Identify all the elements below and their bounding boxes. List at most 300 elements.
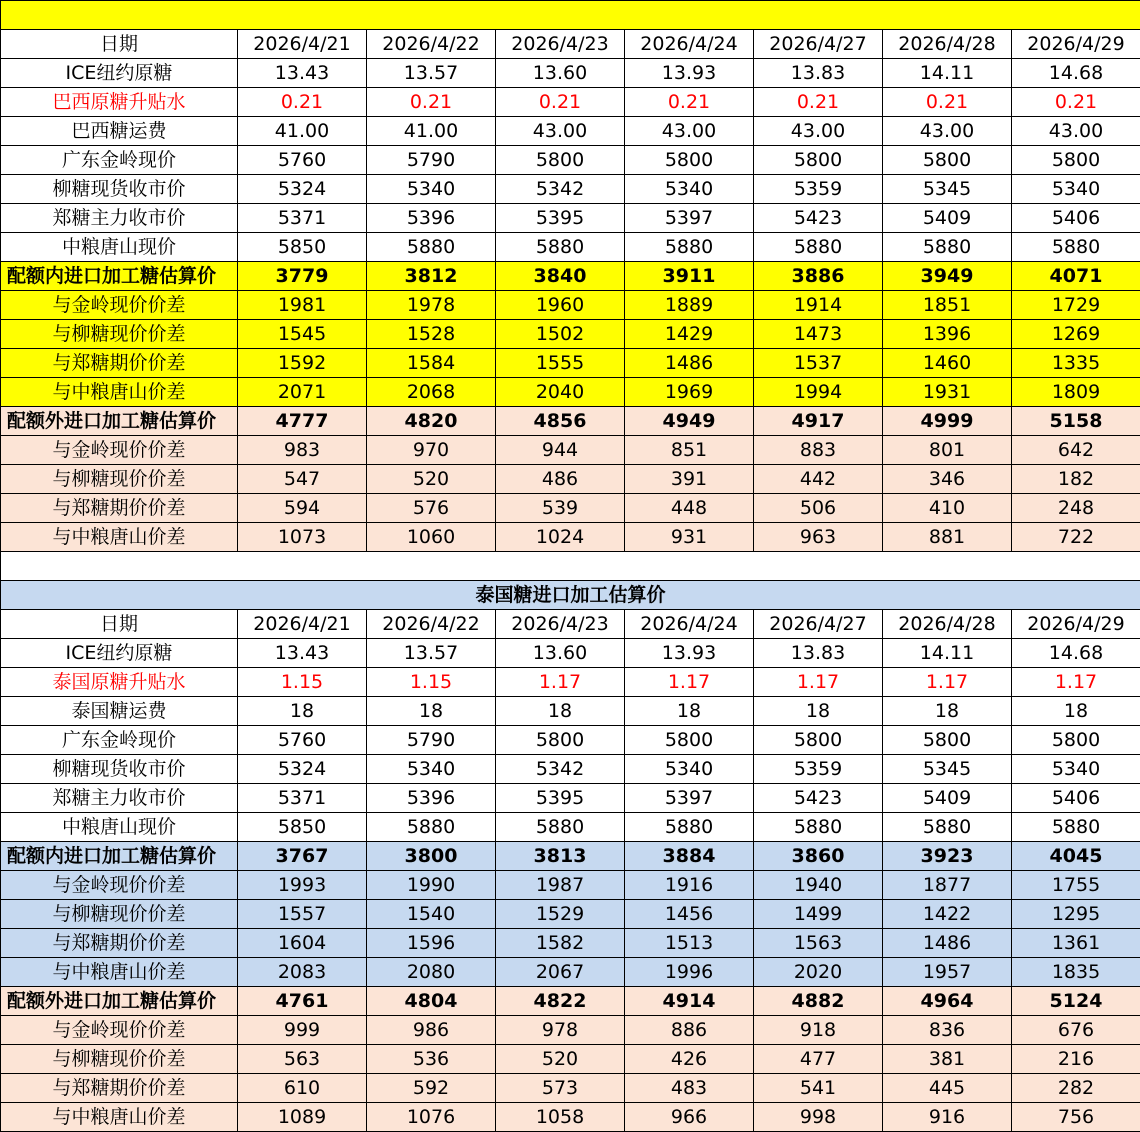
value-cell[interactable]: 5406 [1012,204,1140,233]
value-cell[interactable]: 2040 [496,378,625,407]
value-cell[interactable]: 1978 [367,291,496,320]
value-cell[interactable]: 13.43 [238,639,367,668]
value-cell[interactable]: 1957 [883,958,1012,987]
value-cell[interactable]: 1089 [238,1103,367,1132]
value-cell[interactable]: 5800 [625,726,754,755]
row-label[interactable]: 与中粮唐山价差 [1,378,238,407]
value-cell[interactable]: 506 [754,494,883,523]
value-cell[interactable]: 1060 [367,523,496,552]
value-cell[interactable]: 5800 [1012,726,1140,755]
value-cell[interactable]: 756 [1012,1103,1140,1132]
value-cell[interactable]: 13.43 [238,59,367,88]
value-cell[interactable]: 43.00 [754,117,883,146]
value-cell[interactable]: 5340 [625,175,754,204]
date-cell[interactable]: 2026/4/23 [496,30,625,59]
value-cell[interactable]: 3812 [367,262,496,291]
value-cell[interactable]: 2080 [367,958,496,987]
value-cell[interactable]: 2071 [238,378,367,407]
value-cell[interactable]: 0.21 [754,88,883,117]
row-label[interactable]: 郑糖主力收市价 [1,784,238,813]
row-label[interactable]: 与郑糖期价价差 [1,494,238,523]
row-label[interactable]: 与金岭现价价差 [1,871,238,900]
value-cell[interactable]: 999 [238,1016,367,1045]
value-cell[interactable]: 5880 [883,813,1012,842]
value-cell[interactable]: 18 [238,697,367,726]
row-label[interactable]: 与中粮唐山价差 [1,523,238,552]
row-label[interactable]: 郑糖主力收市价 [1,204,238,233]
date-cell[interactable]: 2026/4/24 [625,30,754,59]
row-label[interactable]: 与柳糖现价价差 [1,320,238,349]
value-cell[interactable]: 594 [238,494,367,523]
value-cell[interactable]: 5880 [625,233,754,262]
value-cell[interactable]: 916 [883,1103,1012,1132]
value-cell[interactable]: 5880 [367,813,496,842]
value-cell[interactable]: 5880 [754,233,883,262]
row-label[interactable]: 与柳糖现价价差 [1,465,238,494]
value-cell[interactable]: 1513 [625,929,754,958]
row-label[interactable]: 与郑糖期价价差 [1,1074,238,1103]
value-cell[interactable]: 4917 [754,407,883,436]
brazil-row [1,465,1140,494]
row-label[interactable]: 巴西原糖升贴水 [1,88,238,117]
value-cell[interactable]: 931 [625,523,754,552]
value-cell[interactable]: 5397 [625,784,754,813]
value-cell[interactable]: 410 [883,494,1012,523]
value-cell[interactable]: 998 [754,1103,883,1132]
date-cell[interactable]: 2026/4/21 [238,610,367,639]
value-cell[interactable]: 18 [625,697,754,726]
value-cell[interactable]: 5395 [496,784,625,813]
value-cell[interactable]: 610 [238,1074,367,1103]
value-cell[interactable]: 1295 [1012,900,1140,929]
value-cell[interactable]: 5790 [367,726,496,755]
value-cell[interactable]: 5345 [883,755,1012,784]
value-cell[interactable]: 886 [625,1016,754,1045]
value-cell[interactable]: 5406 [1012,784,1140,813]
date-cell[interactable]: 2026/4/29 [1012,30,1140,59]
date-cell[interactable]: 2026/4/24 [625,610,754,639]
value-cell[interactable]: 5760 [238,726,367,755]
value-cell[interactable]: 5850 [238,233,367,262]
thailand-section-title[interactable]: 泰国糖进口加工估算价 [1,581,1140,610]
value-cell[interactable]: 1.17 [496,668,625,697]
value-cell[interactable]: 1914 [754,291,883,320]
value-cell[interactable]: 0.21 [625,88,754,117]
value-cell[interactable]: 722 [1012,523,1140,552]
row-label[interactable]: 柳糖现货收市价 [1,175,238,204]
value-cell[interactable]: 483 [625,1074,754,1103]
row-label[interactable]: 与中粮唐山价差 [1,1103,238,1132]
value-cell[interactable]: 5423 [754,204,883,233]
value-cell[interactable]: 43.00 [1012,117,1140,146]
value-cell[interactable]: 3767 [238,842,367,871]
value-cell[interactable]: 1486 [883,929,1012,958]
value-cell[interactable]: 18 [496,697,625,726]
value-cell[interactable]: 0.21 [367,88,496,117]
value-cell[interactable]: 13.83 [754,639,883,668]
value-cell[interactable]: 5124 [1012,987,1140,1016]
value-cell[interactable]: 883 [754,436,883,465]
row-label[interactable]: 与柳糖现价价差 [1,900,238,929]
value-cell[interactable]: 4949 [625,407,754,436]
value-cell[interactable]: 5880 [1012,233,1140,262]
value-cell[interactable]: 4777 [238,407,367,436]
value-cell[interactable]: 4761 [238,987,367,1016]
value-cell[interactable]: 642 [1012,436,1140,465]
row-label[interactable]: 中粮唐山现价 [1,233,238,262]
value-cell[interactable]: 676 [1012,1016,1140,1045]
value-cell[interactable]: 5880 [625,813,754,842]
brazil-title-cell[interactable] [1,1,1140,30]
value-cell[interactable]: 14.68 [1012,639,1140,668]
value-cell[interactable]: 5880 [496,813,625,842]
value-cell[interactable]: 983 [238,436,367,465]
value-cell[interactable]: 182 [1012,465,1140,494]
value-cell[interactable]: 3779 [238,262,367,291]
value-cell[interactable]: 5359 [754,175,883,204]
value-cell[interactable]: 1.15 [238,668,367,697]
date-cell[interactable]: 2026/4/23 [496,610,625,639]
value-cell[interactable]: 1889 [625,291,754,320]
value-cell[interactable]: 1499 [754,900,883,929]
value-cell[interactable]: 1851 [883,291,1012,320]
value-cell[interactable]: 5371 [238,204,367,233]
thailand-row [1,755,1140,784]
row-label[interactable]: 广东金岭现价 [1,726,238,755]
value-cell[interactable]: 14.11 [883,59,1012,88]
row-label[interactable]: 日期 [1,30,238,59]
value-cell[interactable]: 1456 [625,900,754,929]
value-cell[interactable]: 1269 [1012,320,1140,349]
value-cell[interactable]: 1.17 [754,668,883,697]
row-label[interactable]: 柳糖现货收市价 [1,755,238,784]
row-label[interactable]: 与柳糖现价价差 [1,1045,238,1074]
thailand-date-header-row [1,610,1140,639]
value-cell[interactable]: 5342 [496,755,625,784]
value-cell[interactable]: 1076 [367,1103,496,1132]
value-cell[interactable]: 978 [496,1016,625,1045]
value-cell[interactable]: 248 [1012,494,1140,523]
value-cell[interactable]: 881 [883,523,1012,552]
value-cell[interactable]: 5409 [883,784,1012,813]
value-cell[interactable]: 576 [367,494,496,523]
value-cell[interactable]: 0.21 [883,88,1012,117]
gap-cell[interactable] [1,552,1140,581]
value-cell[interactable]: 5359 [754,755,883,784]
value-cell[interactable]: 5371 [238,784,367,813]
thailand-row [1,842,1140,871]
date-cell[interactable]: 2026/4/22 [367,30,496,59]
row-label[interactable]: 与金岭现价价差 [1,291,238,320]
value-cell[interactable]: 1960 [496,291,625,320]
date-cell[interactable]: 2026/4/29 [1012,610,1140,639]
value-cell[interactable]: 1555 [496,349,625,378]
thailand-row [1,929,1140,958]
value-cell[interactable]: 2020 [754,958,883,987]
value-cell[interactable]: 5395 [496,204,625,233]
value-cell[interactable]: 5880 [496,233,625,262]
value-cell[interactable]: 1537 [754,349,883,378]
value-cell[interactable]: 1557 [238,900,367,929]
value-cell[interactable]: 536 [367,1045,496,1074]
value-cell[interactable]: 14.68 [1012,59,1140,88]
value-cell[interactable]: 963 [754,523,883,552]
value-cell[interactable]: 3911 [625,262,754,291]
value-cell[interactable]: 539 [496,494,625,523]
value-cell[interactable]: 2067 [496,958,625,987]
value-cell[interactable]: 5800 [754,146,883,175]
value-cell[interactable]: 836 [883,1016,1012,1045]
value-cell[interactable]: 1916 [625,871,754,900]
date-cell[interactable]: 2026/4/28 [883,610,1012,639]
row-label[interactable]: 配额内进口加工糖估算价 [1,262,238,291]
value-cell[interactable]: 4822 [496,987,625,1016]
value-cell[interactable]: 1024 [496,523,625,552]
value-cell[interactable]: 541 [754,1074,883,1103]
value-cell[interactable]: 5800 [754,726,883,755]
row-label[interactable]: 配额内进口加工糖估算价 [1,842,238,871]
date-cell[interactable]: 2026/4/22 [367,610,496,639]
value-cell[interactable]: 1940 [754,871,883,900]
value-cell[interactable]: 1.17 [625,668,754,697]
value-cell[interactable]: 4914 [625,987,754,1016]
value-cell[interactable]: 1.15 [367,668,496,697]
value-cell[interactable]: 1729 [1012,291,1140,320]
value-cell[interactable]: 486 [496,465,625,494]
value-cell[interactable]: 3949 [883,262,1012,291]
value-cell[interactable]: 18 [754,697,883,726]
value-cell[interactable]: 1.17 [1012,668,1140,697]
value-cell[interactable]: 5340 [625,755,754,784]
value-cell[interactable]: 4964 [883,987,1012,1016]
value-cell[interactable]: 216 [1012,1045,1140,1074]
row-label[interactable]: 泰国原糖升贴水 [1,668,238,697]
row-label[interactable]: 中粮唐山现价 [1,813,238,842]
row-label[interactable]: 配额外进口加工糖估算价 [1,987,238,1016]
value-cell[interactable]: 43.00 [625,117,754,146]
value-cell[interactable]: 520 [496,1045,625,1074]
value-cell[interactable]: 918 [754,1016,883,1045]
value-cell[interactable]: 547 [238,465,367,494]
value-cell[interactable]: 5324 [238,755,367,784]
value-cell[interactable]: 5340 [367,175,496,204]
value-cell[interactable]: 1335 [1012,349,1140,378]
value-cell[interactable]: 1582 [496,929,625,958]
row-label[interactable]: 与中粮唐山价差 [1,958,238,987]
value-cell[interactable]: 5340 [367,755,496,784]
thailand-row [1,639,1140,668]
value-cell[interactable]: 5409 [883,204,1012,233]
date-cell[interactable]: 2026/4/27 [754,610,883,639]
value-cell[interactable]: 13.83 [754,59,883,88]
value-cell[interactable]: 1460 [883,349,1012,378]
value-cell[interactable]: 0.21 [496,88,625,117]
value-cell[interactable]: 1502 [496,320,625,349]
value-cell[interactable]: 520 [367,465,496,494]
value-cell[interactable]: 1996 [625,958,754,987]
value-cell[interactable]: 4856 [496,407,625,436]
value-cell[interactable]: 2083 [238,958,367,987]
value-cell[interactable]: 426 [625,1045,754,1074]
value-cell[interactable]: 851 [625,436,754,465]
value-cell[interactable]: 13.93 [625,59,754,88]
value-cell[interactable]: 3840 [496,262,625,291]
value-cell[interactable]: 18 [1012,697,1140,726]
value-cell[interactable]: 4820 [367,407,496,436]
value-cell[interactable]: 3884 [625,842,754,871]
value-cell[interactable]: 13.57 [367,59,496,88]
value-cell[interactable]: 1835 [1012,958,1140,987]
row-label[interactable]: ICE纽约原糖 [1,639,238,668]
row-label[interactable]: 广东金岭现价 [1,146,238,175]
value-cell[interactable]: 43.00 [496,117,625,146]
value-cell[interactable]: 0.21 [238,88,367,117]
value-cell[interactable]: 4045 [1012,842,1140,871]
value-cell[interactable]: 43.00 [883,117,1012,146]
value-cell[interactable]: 1563 [754,929,883,958]
value-cell[interactable]: 1540 [367,900,496,929]
value-cell[interactable]: 1.17 [883,668,1012,697]
value-cell[interactable]: 5800 [1012,146,1140,175]
value-cell[interactable]: 3886 [754,262,883,291]
row-label[interactable]: 泰国糖运费 [1,697,238,726]
row-label[interactable]: 配额外进口加工糖估算价 [1,407,238,436]
value-cell[interactable]: 1361 [1012,929,1140,958]
date-cell[interactable]: 2026/4/27 [754,30,883,59]
value-cell[interactable]: 1990 [367,871,496,900]
value-cell[interactable]: 986 [367,1016,496,1045]
value-cell[interactable]: 5880 [367,233,496,262]
value-cell[interactable]: 5396 [367,784,496,813]
thailand-row [1,784,1140,813]
value-cell[interactable]: 1981 [238,291,367,320]
value-cell[interactable]: 1993 [238,871,367,900]
brazil-row [1,204,1140,233]
value-cell[interactable]: 5345 [883,175,1012,204]
value-cell[interactable]: 573 [496,1074,625,1103]
value-cell[interactable]: 5790 [367,146,496,175]
value-cell[interactable]: 1931 [883,378,1012,407]
value-cell[interactable]: 14.11 [883,639,1012,668]
value-cell[interactable]: 5340 [1012,175,1140,204]
value-cell[interactable]: 1545 [238,320,367,349]
value-cell[interactable]: 592 [367,1074,496,1103]
value-cell[interactable]: 5880 [883,233,1012,262]
value-cell[interactable]: 13.60 [496,59,625,88]
value-cell[interactable]: 282 [1012,1074,1140,1103]
value-cell[interactable]: 1592 [238,349,367,378]
value-cell[interactable]: 41.00 [367,117,496,146]
value-cell[interactable]: 5342 [496,175,625,204]
value-cell[interactable]: 1809 [1012,378,1140,407]
value-cell[interactable]: 1486 [625,349,754,378]
value-cell[interactable]: 5880 [754,813,883,842]
value-cell[interactable]: 1422 [883,900,1012,929]
value-cell[interactable]: 944 [496,436,625,465]
value-cell[interactable]: 381 [883,1045,1012,1074]
value-cell[interactable]: 3860 [754,842,883,871]
value-cell[interactable]: 5800 [496,726,625,755]
value-cell[interactable]: 13.57 [367,639,496,668]
value-cell[interactable]: 1529 [496,900,625,929]
value-cell[interactable]: 346 [883,465,1012,494]
value-cell[interactable]: 41.00 [238,117,367,146]
value-cell[interactable]: 5396 [367,204,496,233]
value-cell[interactable]: 563 [238,1045,367,1074]
value-cell[interactable]: 0.21 [1012,88,1140,117]
value-cell[interactable]: 1877 [883,871,1012,900]
value-cell[interactable]: 5397 [625,204,754,233]
value-cell[interactable]: 966 [625,1103,754,1132]
value-cell[interactable]: 1987 [496,871,625,900]
value-cell[interactable]: 5800 [496,146,625,175]
value-cell[interactable]: 1396 [883,320,1012,349]
row-label[interactable]: 与金岭现价价差 [1,1016,238,1045]
value-cell[interactable]: 3923 [883,842,1012,871]
value-cell[interactable]: 1073 [238,523,367,552]
value-cell[interactable]: 5800 [883,726,1012,755]
value-cell[interactable]: 5158 [1012,407,1140,436]
value-cell[interactable]: 5324 [238,175,367,204]
value-cell[interactable]: 13.60 [496,639,625,668]
value-cell[interactable]: 1429 [625,320,754,349]
value-cell[interactable]: 3800 [367,842,496,871]
value-cell[interactable]: 477 [754,1045,883,1074]
value-cell[interactable]: 448 [625,494,754,523]
value-cell[interactable]: 1584 [367,349,496,378]
value-cell[interactable]: 2068 [367,378,496,407]
row-label[interactable]: 日期 [1,610,238,639]
value-cell[interactable]: 5880 [1012,813,1140,842]
row-label[interactable]: ICE纽约原糖 [1,59,238,88]
value-cell[interactable]: 1596 [367,929,496,958]
value-cell[interactable]: 970 [367,436,496,465]
value-cell[interactable]: 1528 [367,320,496,349]
value-cell[interactable]: 1058 [496,1103,625,1132]
value-cell[interactable]: 5850 [238,813,367,842]
date-cell[interactable]: 2026/4/21 [238,30,367,59]
value-cell[interactable]: 5423 [754,784,883,813]
row-label[interactable]: 巴西糖运费 [1,117,238,146]
date-cell[interactable]: 2026/4/28 [883,30,1012,59]
value-cell[interactable]: 391 [625,465,754,494]
value-cell[interactable]: 445 [883,1074,1012,1103]
thailand-row [1,726,1140,755]
value-cell[interactable]: 4882 [754,987,883,1016]
value-cell[interactable]: 442 [754,465,883,494]
row-label[interactable]: 与金岭现价价差 [1,436,238,465]
value-cell[interactable]: 18 [367,697,496,726]
value-cell[interactable]: 5760 [238,146,367,175]
value-cell[interactable]: 5800 [625,146,754,175]
row-label[interactable]: 与郑糖期价价差 [1,929,238,958]
value-cell[interactable]: 1969 [625,378,754,407]
value-cell[interactable]: 1755 [1012,871,1140,900]
value-cell[interactable]: 1604 [238,929,367,958]
value-cell[interactable]: 18 [883,697,1012,726]
row-label[interactable]: 与郑糖期价价差 [1,349,238,378]
value-cell[interactable]: 13.93 [625,639,754,668]
value-cell[interactable]: 3813 [496,842,625,871]
value-cell[interactable]: 1994 [754,378,883,407]
value-cell[interactable]: 1473 [754,320,883,349]
value-cell[interactable]: 4999 [883,407,1012,436]
value-cell[interactable]: 5800 [883,146,1012,175]
value-cell[interactable]: 4804 [367,987,496,1016]
value-cell[interactable]: 4071 [1012,262,1140,291]
value-cell[interactable]: 5340 [1012,755,1140,784]
value-cell[interactable]: 801 [883,436,1012,465]
